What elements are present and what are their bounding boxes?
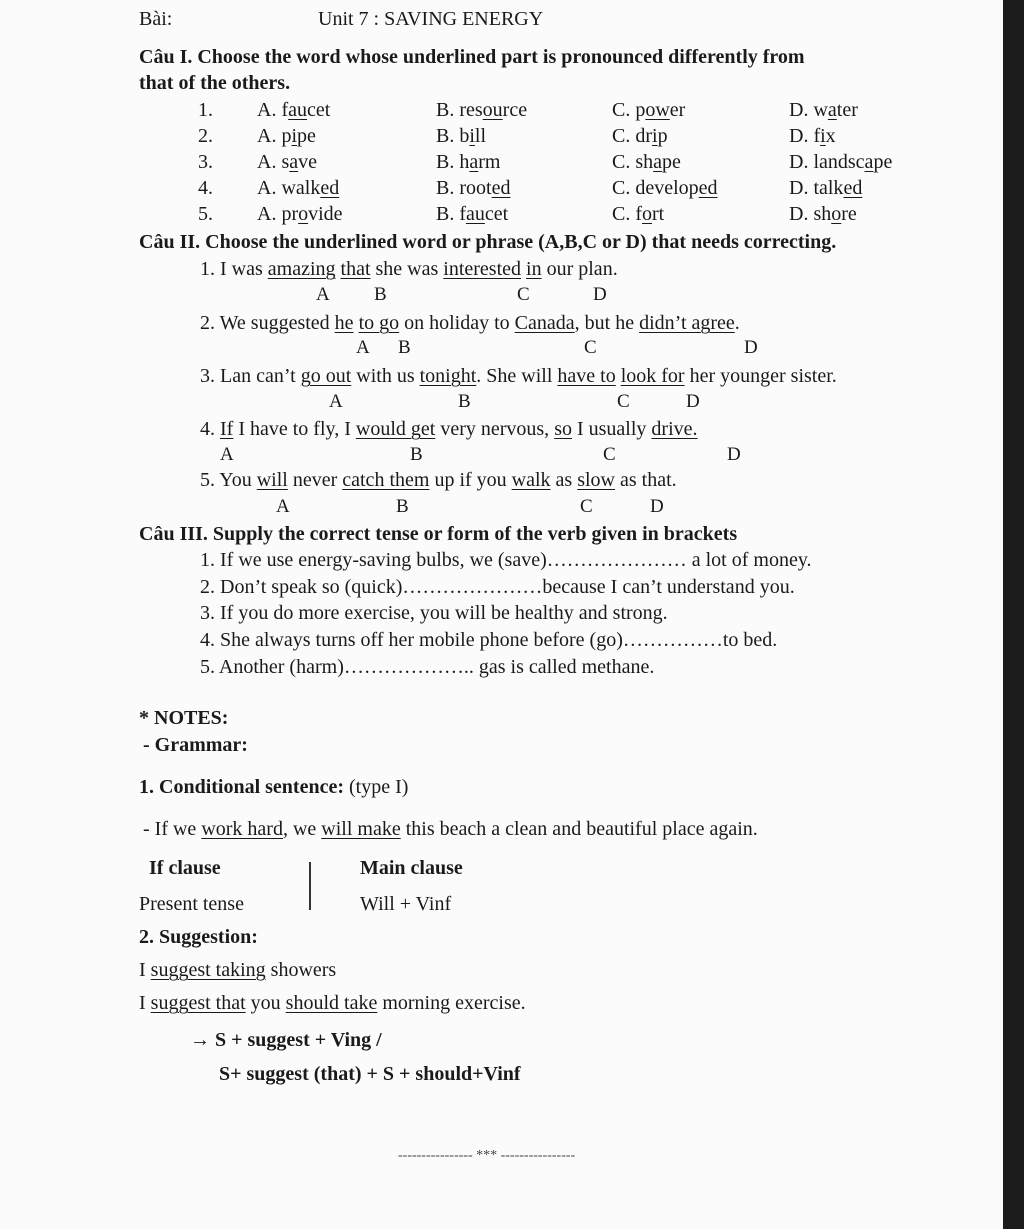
section3-item: 3. If you do more exercise, you will be healthy and strong. <box>200 602 668 624</box>
question-number: 3. <box>198 151 213 173</box>
option-letter-a: A <box>276 496 290 517</box>
section3-title: Câu III. Supply the correct tense or form of the verb given in brackets <box>139 523 738 545</box>
section2-sentence-5: 5. You will never catch them up if you walk as slow as that. <box>200 469 677 491</box>
suggestion-example-1: I suggest taking showers <box>139 959 337 981</box>
section1-question-row <box>0 125 1000 151</box>
option-a: A. save <box>257 151 318 173</box>
section3-item: 1. If we use energy-saving bulbs, we (save)………………… a lot of money. <box>200 549 812 571</box>
question-number: 4. <box>198 177 213 199</box>
main-clause-header: Main clause <box>360 857 463 879</box>
option-a: A. pipe <box>257 125 316 147</box>
section2-sentence-3: 3. Lan can’t go out with us tonight. She will have to look for her younger sister. <box>200 365 837 387</box>
option-letter-d: D <box>727 444 741 465</box>
option-letter-c: C <box>617 391 630 412</box>
section1-question-row <box>0 151 1000 177</box>
option-letter-a: A <box>356 337 370 358</box>
option-b: B. resource <box>436 99 528 121</box>
option-letter-c: C <box>584 337 597 358</box>
grammar-heading: - Grammar: <box>143 734 248 756</box>
option-b: B. harm <box>436 151 501 173</box>
option-c: C. developed <box>612 177 718 199</box>
option-letter-d: D <box>686 391 700 412</box>
suggestion-formula-1: → S + suggest + Ving / <box>190 1029 382 1051</box>
section2-sentence-1: 1. I was amazing that she was interested in our plan. <box>200 258 618 280</box>
conditional-heading: 1. Conditional sentence: (type I) <box>139 776 409 798</box>
unit-title: Unit 7 : SAVING ENERGY <box>318 8 544 30</box>
option-d: D. fix <box>789 125 836 147</box>
main-clause-value: Will + Vinf <box>360 893 452 915</box>
section3-item: 4. She always turns off her mobile phone before (go)……………to bed. <box>200 629 778 651</box>
option-a: A. provide <box>257 203 343 225</box>
option-d: D. talked <box>789 177 863 199</box>
option-c: C. power <box>612 99 686 121</box>
option-d: D. landscape <box>789 151 893 173</box>
option-letter-c: C <box>580 496 593 517</box>
option-c: C. drip <box>612 125 668 147</box>
suggestion-formula-2: S+ suggest (that) + S + should+Vinf <box>219 1063 521 1085</box>
suggestion-example-2: I suggest that you should take morning exercise. <box>139 992 526 1014</box>
option-letter-c: C <box>603 444 616 465</box>
conditional-example: - If we work hard, we will make this beach a clean and beautiful place again. <box>143 818 758 840</box>
if-clause-header: If clause <box>149 857 221 879</box>
option-a: A. walked <box>257 177 340 199</box>
option-c: C. fort <box>612 203 665 225</box>
section1-title-cont: that of the others. <box>139 72 291 94</box>
option-letter-a: A <box>220 444 234 465</box>
option-c: C. shape <box>612 151 681 173</box>
option-letter-a: A <box>316 284 330 305</box>
option-a: A. faucet <box>257 99 331 121</box>
if-clause-value: Present tense <box>139 893 244 915</box>
section1-question-row <box>0 99 1000 125</box>
option-letter-c: C <box>517 284 530 305</box>
option-b: B. bill <box>436 125 487 147</box>
suggestion-heading: 2. Suggestion: <box>139 926 258 948</box>
section1-question-row <box>0 177 1000 203</box>
section1-question-row <box>0 203 1000 229</box>
option-letter-b: B <box>374 284 387 305</box>
section2-title: Câu II. Choose the underlined word or phrase (A,B,C or D) that needs correcting. <box>139 231 837 253</box>
option-letter-d: D <box>744 337 758 358</box>
option-letter-d: D <box>593 284 607 305</box>
section2-sentence-4: 4. If I have to fly, I would get very nervous, so I usually drive. <box>200 418 698 440</box>
end-separator: ---------------- *** ---------------- <box>398 1148 576 1163</box>
table-divider <box>309 862 311 910</box>
notes-title: * NOTES: <box>139 707 229 729</box>
option-d: D. water <box>789 99 858 121</box>
question-number: 1. <box>198 99 213 121</box>
section3-item: 2. Don’t speak so (quick)…………………because I can’t understand you. <box>200 576 795 598</box>
section1-title: Câu I. Choose the word whose underlined part is pronounced differently from <box>139 46 805 68</box>
option-letter-b: B <box>458 391 471 412</box>
option-letter-a: A <box>329 391 343 412</box>
option-letter-b: B <box>396 496 409 517</box>
section2-sentence-2: 2. We suggested he to go on holiday to Canada, but he didn’t agree. <box>200 312 740 334</box>
option-b: B. rooted <box>436 177 511 199</box>
option-b: B. faucet <box>436 203 509 225</box>
section3-item: 5. Another (harm)……………….. gas is called methane. <box>200 656 655 678</box>
question-number: 5. <box>198 203 213 225</box>
option-letter-b: B <box>410 444 423 465</box>
option-letter-b: B <box>398 337 411 358</box>
question-number: 2. <box>198 125 213 147</box>
option-d: D. shore <box>789 203 857 225</box>
lesson-label: Bài: <box>139 8 173 30</box>
option-letter-d: D <box>650 496 664 517</box>
